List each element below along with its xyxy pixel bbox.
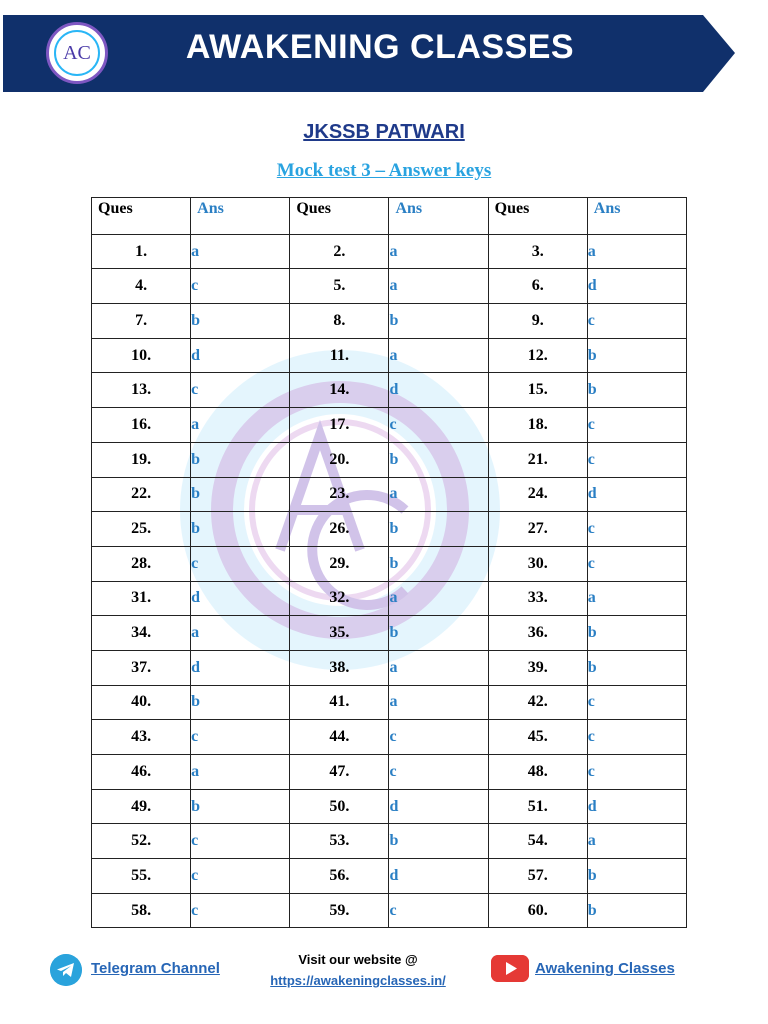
table-row xyxy=(92,685,687,720)
answer-cell: a xyxy=(587,824,686,859)
table-row xyxy=(92,859,687,894)
question-number-cell: 57. xyxy=(488,859,587,894)
answer-cell: b xyxy=(587,650,686,685)
table-row xyxy=(92,304,687,339)
question-number-cell: 22. xyxy=(92,477,191,512)
question-number-cell: 38. xyxy=(290,650,389,685)
question-number-cell: 36. xyxy=(488,616,587,651)
table-row xyxy=(92,546,687,581)
logo xyxy=(46,22,108,84)
question-number-cell: 51. xyxy=(488,789,587,824)
answer-cell: c xyxy=(587,755,686,790)
answer-cell: c xyxy=(191,546,290,581)
answer-cell: b xyxy=(191,442,290,477)
question-number-cell: 33. xyxy=(488,581,587,616)
table-row xyxy=(92,512,687,547)
col-header-ques: Ques xyxy=(92,198,191,235)
youtube-channel-link[interactable]: Awakening Classes xyxy=(535,960,675,977)
answer-cell: c xyxy=(389,720,488,755)
answer-cell: c xyxy=(389,755,488,790)
question-number-cell: 8. xyxy=(290,304,389,339)
question-number-cell: 2. xyxy=(290,234,389,269)
table-row xyxy=(92,477,687,512)
answer-cell: a xyxy=(389,269,488,304)
youtube-icon[interactable] xyxy=(491,955,529,982)
website-link[interactable]: https://awakeningclasses.in/ xyxy=(270,973,446,988)
question-number-cell: 5. xyxy=(290,269,389,304)
table-row xyxy=(92,616,687,651)
answer-cell: c xyxy=(389,408,488,443)
question-number-cell: 55. xyxy=(92,859,191,894)
telegram-channel-link[interactable]: Telegram Channel xyxy=(91,960,220,977)
answer-cell: c xyxy=(587,304,686,339)
answer-cell: d xyxy=(587,789,686,824)
table-row xyxy=(92,581,687,616)
table-row xyxy=(92,408,687,443)
question-number-cell: 15. xyxy=(488,373,587,408)
answer-cell: a xyxy=(191,755,290,790)
table-row xyxy=(92,234,687,269)
question-number-cell: 27. xyxy=(488,512,587,547)
answer-cell: a xyxy=(389,685,488,720)
answer-cell: c xyxy=(587,512,686,547)
question-number-cell: 25. xyxy=(92,512,191,547)
question-number-cell: 10. xyxy=(92,338,191,373)
table-row xyxy=(92,650,687,685)
answer-cell: b xyxy=(389,546,488,581)
question-number-cell: 52. xyxy=(92,824,191,859)
answer-cell: b xyxy=(191,477,290,512)
answer-cell: c xyxy=(389,893,488,928)
question-number-cell: 37. xyxy=(92,650,191,685)
answer-cell: c xyxy=(587,546,686,581)
question-number-cell: 16. xyxy=(92,408,191,443)
question-number-cell: 44. xyxy=(290,720,389,755)
brand-title: AWAKENING CLASSES xyxy=(185,28,575,66)
answer-cell: c xyxy=(587,685,686,720)
answer-cell: c xyxy=(191,859,290,894)
question-number-cell: 34. xyxy=(92,616,191,651)
question-number-cell: 19. xyxy=(92,442,191,477)
question-number-cell: 11. xyxy=(290,338,389,373)
answer-cell: b xyxy=(389,304,488,339)
question-number-cell: 30. xyxy=(488,546,587,581)
table-body xyxy=(92,234,687,928)
question-number-cell: 1. xyxy=(92,234,191,269)
answer-cell: a xyxy=(191,234,290,269)
question-number-cell: 9. xyxy=(488,304,587,339)
table-row xyxy=(92,893,687,928)
answer-cell: a xyxy=(389,477,488,512)
question-number-cell: 31. xyxy=(92,581,191,616)
answer-cell: b xyxy=(587,338,686,373)
answer-cell: d xyxy=(587,269,686,304)
answer-cell: d xyxy=(389,789,488,824)
answer-cell: a xyxy=(191,408,290,443)
answer-key-table xyxy=(91,197,687,928)
question-number-cell: 42. xyxy=(488,685,587,720)
col-header-ans: Ans xyxy=(587,198,686,235)
table-row xyxy=(92,720,687,755)
table-row xyxy=(92,269,687,304)
answer-cell: b xyxy=(389,616,488,651)
answer-cell: b xyxy=(191,304,290,339)
question-number-cell: 12. xyxy=(488,338,587,373)
table-row xyxy=(92,442,687,477)
question-number-cell: 41. xyxy=(290,685,389,720)
visit-website-label: Visit our website @ xyxy=(298,952,418,967)
question-number-cell: 17. xyxy=(290,408,389,443)
question-number-cell: 43. xyxy=(92,720,191,755)
table-row xyxy=(92,338,687,373)
answer-cell: b xyxy=(191,685,290,720)
answer-cell: b xyxy=(587,859,686,894)
question-number-cell: 58. xyxy=(92,893,191,928)
answer-cell: b xyxy=(389,442,488,477)
answer-cell: b xyxy=(587,616,686,651)
question-number-cell: 26. xyxy=(290,512,389,547)
answer-cell: b xyxy=(587,893,686,928)
question-number-cell: 39. xyxy=(488,650,587,685)
answer-cell: c xyxy=(191,373,290,408)
answer-cell: b xyxy=(389,512,488,547)
answer-cell: d xyxy=(389,859,488,894)
col-header-ans: Ans xyxy=(191,198,290,235)
answer-cell: d xyxy=(191,650,290,685)
question-number-cell: 3. xyxy=(488,234,587,269)
answer-cell: c xyxy=(191,824,290,859)
answer-cell: a xyxy=(389,338,488,373)
answer-cell: b xyxy=(389,824,488,859)
answer-cell: c xyxy=(191,720,290,755)
answer-cell: a xyxy=(587,581,686,616)
answer-cell: c xyxy=(587,442,686,477)
question-number-cell: 50. xyxy=(290,789,389,824)
logo-text: AC xyxy=(54,30,100,76)
question-number-cell: 46. xyxy=(92,755,191,790)
answer-cell: a xyxy=(191,616,290,651)
question-number-cell: 29. xyxy=(290,546,389,581)
question-number-cell: 53. xyxy=(290,824,389,859)
answer-cell: b xyxy=(191,789,290,824)
answer-cell: b xyxy=(587,373,686,408)
answer-cell: a xyxy=(389,234,488,269)
exam-title: JKSSB PATWARI xyxy=(303,121,465,143)
table-row xyxy=(92,824,687,859)
answer-cell: a xyxy=(587,234,686,269)
answer-cell: c xyxy=(587,720,686,755)
answer-cell: a xyxy=(389,581,488,616)
col-header-ques: Ques xyxy=(488,198,587,235)
question-number-cell: 18. xyxy=(488,408,587,443)
question-number-cell: 32. xyxy=(290,581,389,616)
col-header-ques: Ques xyxy=(290,198,389,235)
answer-cell: d xyxy=(587,477,686,512)
answer-cell: d xyxy=(389,373,488,408)
question-number-cell: 48. xyxy=(488,755,587,790)
question-number-cell: 21. xyxy=(488,442,587,477)
telegram-icon[interactable] xyxy=(50,954,82,986)
question-number-cell: 6. xyxy=(488,269,587,304)
question-number-cell: 60. xyxy=(488,893,587,928)
table-row xyxy=(92,789,687,824)
question-number-cell: 13. xyxy=(92,373,191,408)
answer-cell: c xyxy=(191,269,290,304)
question-number-cell: 28. xyxy=(92,546,191,581)
answer-cell: d xyxy=(191,581,290,616)
question-number-cell: 49. xyxy=(92,789,191,824)
question-number-cell: 54. xyxy=(488,824,587,859)
question-number-cell: 20. xyxy=(290,442,389,477)
question-number-cell: 45. xyxy=(488,720,587,755)
answer-cell: c xyxy=(587,408,686,443)
answer-keys-title: Mock test 3 – Answer keys xyxy=(276,160,492,181)
question-number-cell: 7. xyxy=(92,304,191,339)
question-number-cell: 4. xyxy=(92,269,191,304)
answer-cell: b xyxy=(191,512,290,547)
question-number-cell: 47. xyxy=(290,755,389,790)
col-header-ans: Ans xyxy=(389,198,488,235)
answer-cell: d xyxy=(191,338,290,373)
table-header-row xyxy=(92,198,687,235)
question-number-cell: 40. xyxy=(92,685,191,720)
table-row xyxy=(92,373,687,408)
question-number-cell: 14. xyxy=(290,373,389,408)
table-row xyxy=(92,755,687,790)
question-number-cell: 23. xyxy=(290,477,389,512)
question-number-cell: 56. xyxy=(290,859,389,894)
answer-cell: c xyxy=(191,893,290,928)
question-number-cell: 59. xyxy=(290,893,389,928)
question-number-cell: 24. xyxy=(488,477,587,512)
answer-cell: a xyxy=(389,650,488,685)
question-number-cell: 35. xyxy=(290,616,389,651)
